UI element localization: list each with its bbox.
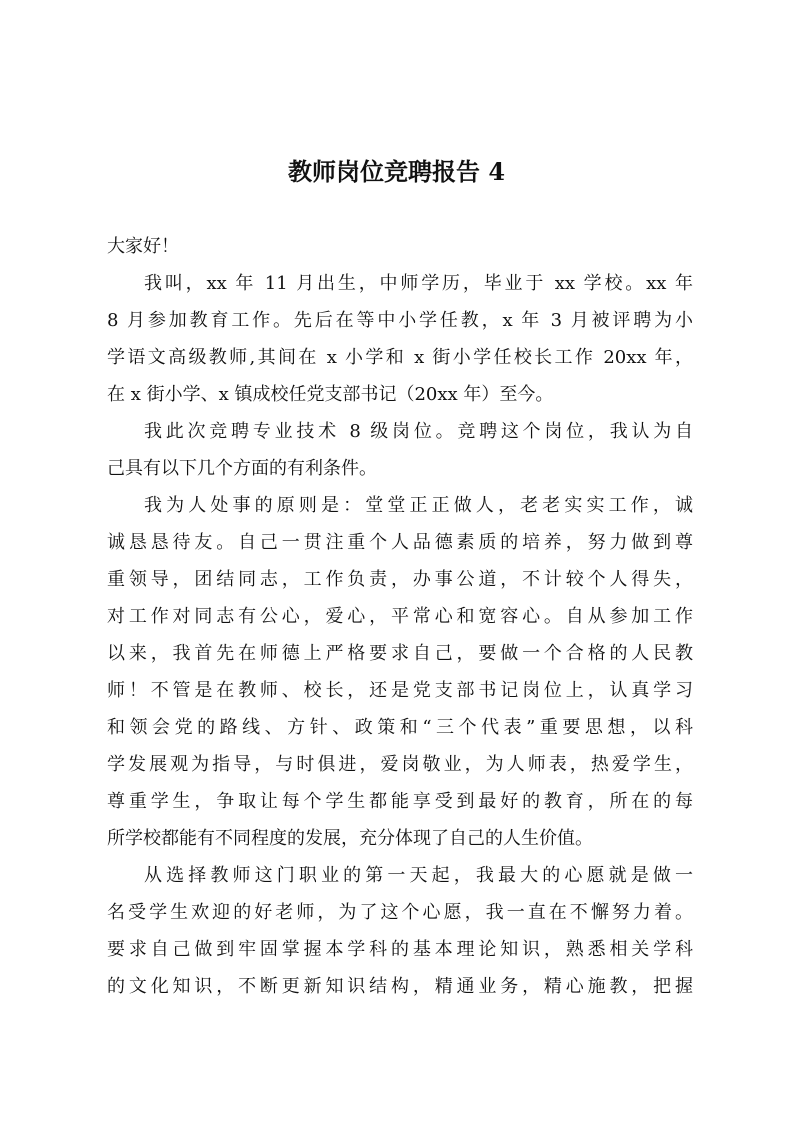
text-line: 名受学生欢迎的好老师，为了这个心愿，我一直在不懈努力着。 (107, 902, 693, 923)
text-line: 的文化知识，不断更新知识结构，精通业务，精心施教，把握 (107, 976, 693, 997)
text-line: 诚恳恳待友。自己一贯注重个人品德素质的培养，努力做到尊 (107, 532, 693, 553)
text-line: 从选择教师这门职业的第一天起，我最大的心愿就是做一 (144, 865, 693, 886)
text-line: 对工作对同志有公心，爱心，平常心和宽容心。自从参加工作 (107, 606, 693, 627)
paragraph (107, 487, 693, 857)
text-line: 尊重学生，争取让每个学生都能享受到最好的教育，所在的每 (107, 791, 693, 812)
text-line: 所学校都能有不同程度的发展，充分体现了自己的人生价值。 (107, 828, 593, 849)
text-line: 以来，我首先在师德上严格要求自己，要做一个合格的人民教 (107, 643, 693, 664)
text-line: 我此次竞聘专业技术 8 级岗位。竞聘这个岗位，我认为自 (144, 421, 693, 442)
text-line: 学发展观为指导，与时俱进，爱岗敬业，为人师表，热爱学生， (107, 754, 693, 775)
text-line: 我叫，xx 年 11 月出生，中师学历，毕业于 xx 学校。xx 年 (144, 273, 693, 294)
text-line: 在 x 街小学、x 镇成校任党支部书记（20xx 年）至今。 (107, 384, 554, 405)
text-line: 学语文高级教师,其间在 x 小学和 x 街小学任校长工作 20xx 年， (107, 347, 693, 368)
paragraph (107, 413, 693, 487)
text-line: 8 月参加教育工作。先后在等中小学任教，x 年 3 月被评聘为小 (107, 310, 693, 331)
document-title: 教师岗位竞聘报告 4 (287, 157, 506, 186)
text-line: 和领会党的路线、方针、政策和“三个代表”重要思想，以科 (107, 717, 693, 738)
document-body (107, 228, 693, 1005)
text-line: 重领导，团结同志，工作负责，办事公道，不计较个人得失， (107, 569, 693, 590)
paragraph (107, 857, 693, 1005)
greeting: 大家好！ (107, 236, 179, 257)
paragraph (107, 265, 693, 413)
text-line: 己具有以下几个方面的有利条件。 (107, 458, 377, 479)
text-line: 师！不管是在教师、校长，还是党支部书记岗位上，认真学习 (107, 680, 693, 701)
text-line: 要求自己做到牢固掌握本学科的基本理论知识，熟悉相关学科 (107, 939, 693, 960)
text-line: 我为人处事的原则是：堂堂正正做人，老老实实工作，诚 (144, 495, 693, 516)
